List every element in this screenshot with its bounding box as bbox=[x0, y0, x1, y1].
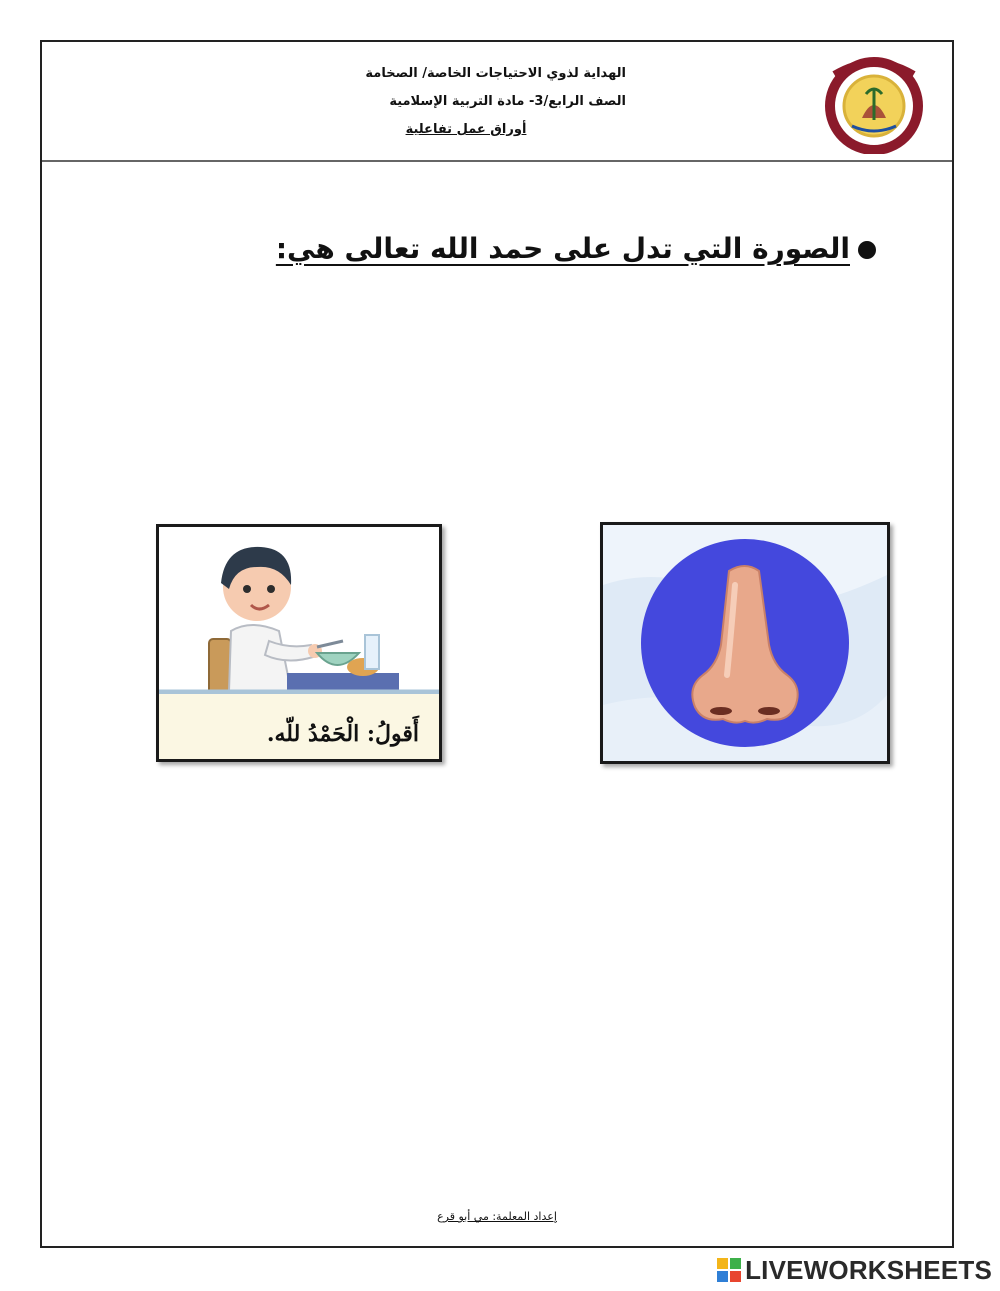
option-boy-eating-card[interactable] bbox=[156, 524, 442, 762]
school-name: الهداية لذوي الاحتياجات الخاصة/ الصخامة bbox=[365, 66, 626, 81]
ministry-logo-icon bbox=[822, 54, 926, 154]
question-text bbox=[276, 232, 876, 265]
question-label: الصورة التي تدل على حمد الله تعالى هي: bbox=[275, 232, 850, 265]
liveworksheets-logo-icon bbox=[717, 1258, 741, 1282]
worksheet-frame bbox=[40, 40, 954, 1248]
bullet-icon bbox=[858, 241, 876, 259]
teacher-credit: إعداد المعلمة: مي أبو قرع bbox=[437, 1210, 557, 1223]
option-nose-card[interactable] bbox=[600, 522, 890, 764]
brand-name: LIVEWORKSHEETS bbox=[745, 1254, 992, 1285]
option-caption: أَقولُ: الْحَمْدُ للّه. bbox=[266, 721, 419, 747]
grade-subject: الصف الرابع/3- مادة التربية الإسلامية bbox=[389, 94, 626, 109]
brand-banner[interactable] bbox=[717, 1256, 992, 1284]
worksheet-type: أوراق عمل تفاعلية bbox=[405, 122, 527, 137]
header-block bbox=[306, 60, 626, 144]
nose-icon bbox=[603, 525, 887, 761]
caption-strip bbox=[159, 691, 439, 759]
header-divider bbox=[42, 160, 952, 162]
